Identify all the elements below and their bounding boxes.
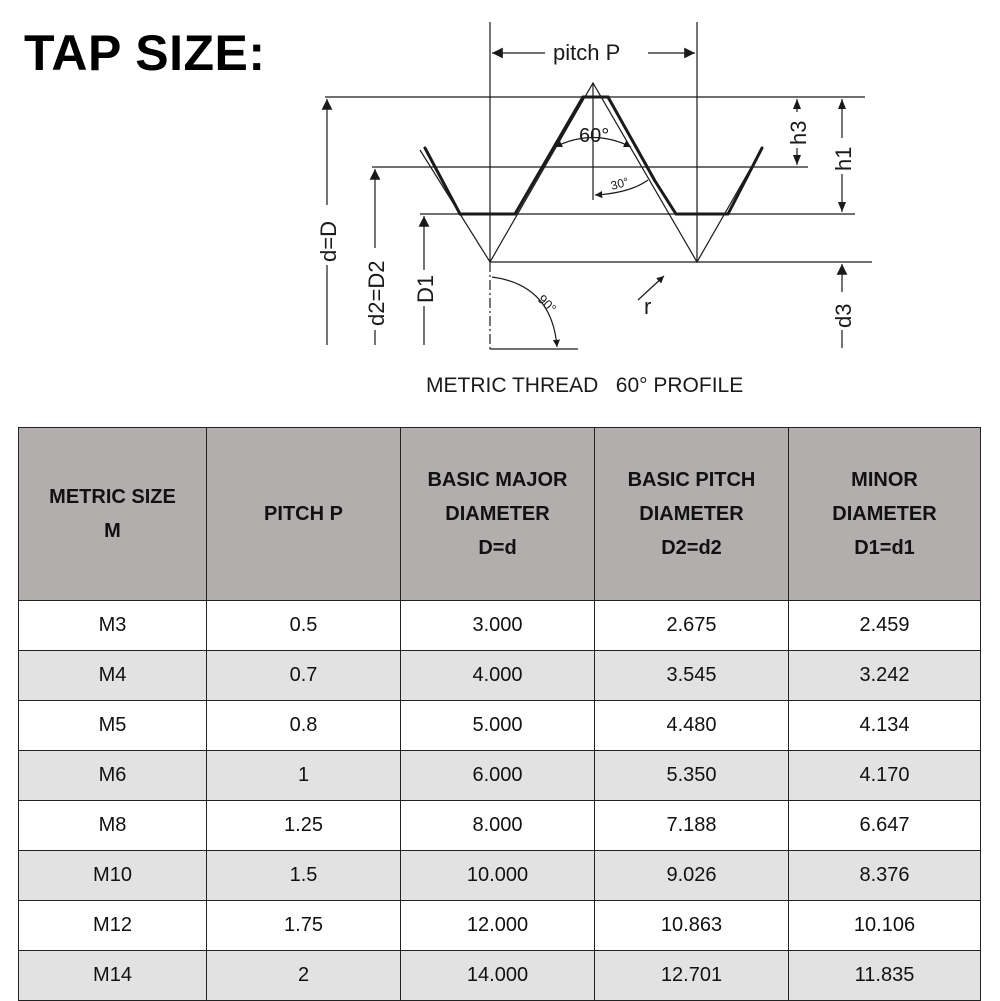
pitch-diameter-cell: 7.188 <box>595 801 789 851</box>
minor-diameter-cell: 8.376 <box>789 851 981 901</box>
pitch-label: pitch P <box>553 40 621 65</box>
metric-size-header <box>19 428 207 601</box>
major-diameter-cell: 6.000 <box>401 751 595 801</box>
minor-diameter-cell: 3.242 <box>789 651 981 701</box>
d2-eq-D2-label: d2=D2 <box>364 260 389 326</box>
metric-size-cell: M8 <box>19 801 207 851</box>
d-eq-D-label: d=D <box>316 221 341 262</box>
pitch-cell: 2 <box>207 951 401 1001</box>
major-diameter-cell: 8.000 <box>401 801 595 851</box>
metric-size-cell: M14 <box>19 951 207 1001</box>
pitch-diameter-cell: 3.545 <box>595 651 789 701</box>
header-line: D1=d1 <box>854 537 915 559</box>
pitch-cell: 0.5 <box>207 601 401 651</box>
header-line: DIAMETER <box>639 503 744 525</box>
pitch-header <box>207 428 401 601</box>
angle-90-label: 90° <box>534 291 560 317</box>
header-line: M <box>104 520 121 542</box>
pitch-cell: 1.5 <box>207 851 401 901</box>
table-row <box>19 701 981 751</box>
pitch-diameter-cell: 12.701 <box>595 951 789 1001</box>
h3-label: h3 <box>786 120 811 145</box>
pitch-cell: 1.25 <box>207 801 401 851</box>
header-line: D2=d2 <box>661 537 722 559</box>
pitch-cell: 0.8 <box>207 701 401 751</box>
metric-size-cell: M12 <box>19 901 207 951</box>
metric-size-cell: M6 <box>19 751 207 801</box>
radius-label: r <box>644 294 652 319</box>
h1-label: h1 <box>831 146 856 171</box>
angle-30-label: 30° <box>609 174 631 193</box>
minor-diameter-cell: 10.106 <box>789 901 981 951</box>
pitch-diameter-cell: 4.480 <box>595 701 789 751</box>
metric-size-cell: M3 <box>19 601 207 651</box>
major-diameter-cell: 5.000 <box>401 701 595 751</box>
pitch-diameter-cell: 5.350 <box>595 751 789 801</box>
table-row <box>19 601 981 651</box>
angle-60-label: 60° <box>579 125 610 147</box>
header-line: D=d <box>478 537 517 559</box>
minor-diameter-cell: 11.835 <box>789 951 981 1001</box>
basic-major-diameter-header <box>401 428 595 601</box>
metric-size-cell: M4 <box>19 651 207 701</box>
pitch-diameter-cell: 10.863 <box>595 901 789 951</box>
diagram-caption: METRIC THREAD 60° PROFILE <box>426 374 744 397</box>
header-line: DIAMETER <box>832 503 937 525</box>
header-line: MINOR <box>851 469 918 491</box>
metric-size-cell: M10 <box>19 851 207 901</box>
thread-profile-left <box>425 97 655 214</box>
major-diameter-cell: 4.000 <box>401 651 595 701</box>
page-title: TAP SIZE: <box>24 25 266 81</box>
D1-label: D1 <box>413 274 438 303</box>
header-line: PITCH P <box>264 503 343 525</box>
minor-diameter-header <box>789 428 981 601</box>
table-row <box>19 801 981 851</box>
basic-pitch-diameter-header <box>595 428 789 601</box>
table-row <box>19 951 981 1001</box>
pitch-diameter-cell: 9.026 <box>595 851 789 901</box>
tap-size-table <box>18 427 981 1001</box>
header-line: BASIC PITCH <box>627 469 756 491</box>
minor-diameter-cell: 6.647 <box>789 801 981 851</box>
pitch-cell: 0.7 <box>207 651 401 701</box>
minor-diameter-cell: 4.134 <box>789 701 981 751</box>
metric-size-cell: M5 <box>19 701 207 751</box>
table-header-row <box>19 428 981 601</box>
table-row <box>19 851 981 901</box>
major-diameter-cell: 3.000 <box>401 601 595 651</box>
table-row <box>19 751 981 801</box>
thread-profile-right <box>655 148 762 214</box>
header-line: BASIC MAJOR <box>427 469 568 491</box>
minor-diameter-cell: 2.459 <box>789 601 981 651</box>
pitch-cell: 1.75 <box>207 901 401 951</box>
metric-thread-diagram <box>0 0 1000 410</box>
pitch-diameter-cell: 2.675 <box>595 601 789 651</box>
d3-label: d3 <box>831 303 856 328</box>
header-line: DIAMETER <box>445 503 550 525</box>
pitch-cell: 1 <box>207 751 401 801</box>
major-diameter-cell: 12.000 <box>401 901 595 951</box>
table-row <box>19 901 981 951</box>
header-line: METRIC SIZE <box>49 486 176 508</box>
major-diameter-cell: 14.000 <box>401 951 595 1001</box>
table-body <box>19 601 981 1001</box>
table-row <box>19 651 981 701</box>
major-diameter-cell: 10.000 <box>401 851 595 901</box>
theoretical-triangle <box>420 83 760 262</box>
minor-diameter-cell: 4.170 <box>789 751 981 801</box>
